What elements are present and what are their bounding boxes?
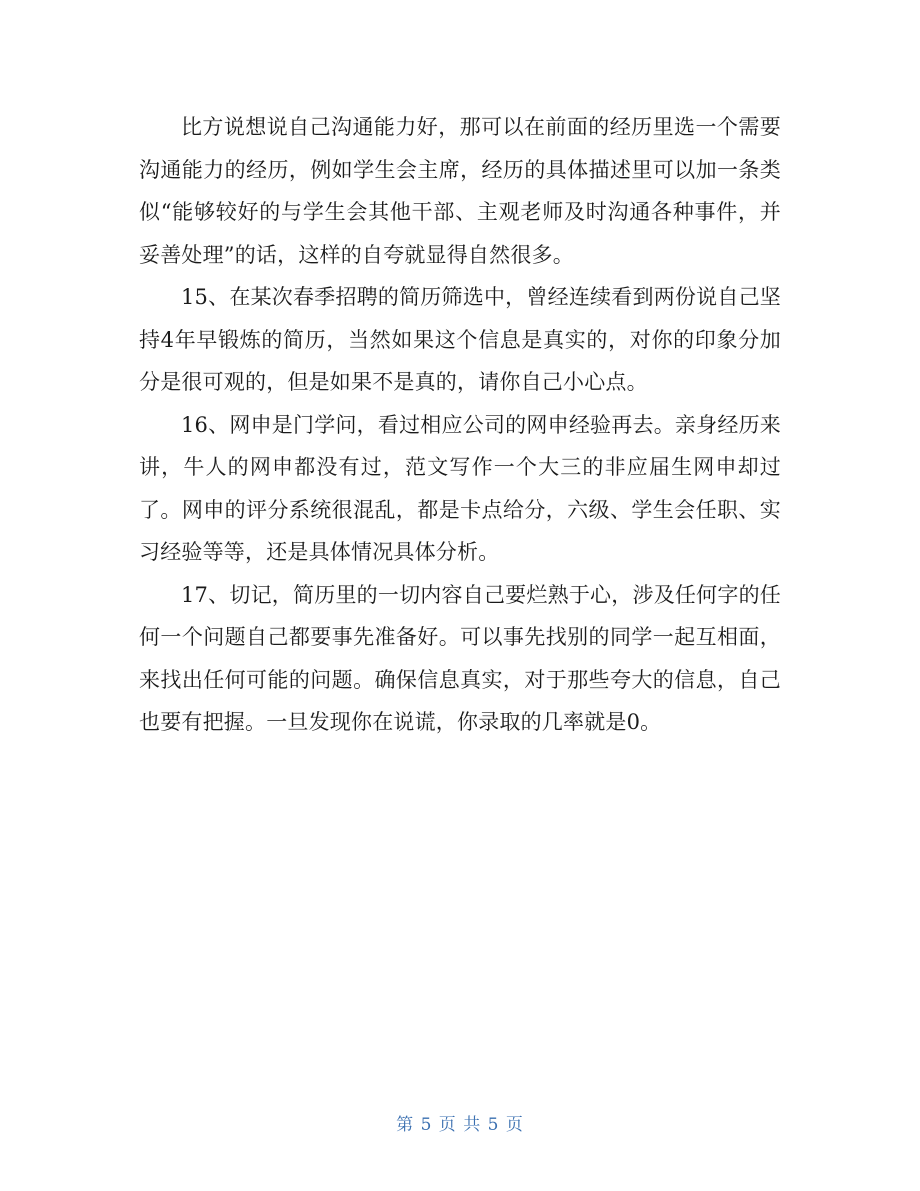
document-body	[139, 106, 781, 744]
page-number-footer: 第 5 页 共 5 页	[396, 1115, 524, 1135]
paragraph-item-16: 16、网申是门学问，看过相应公司的网申经验再去。亲身经历来讲，牛人的网申都没有过，范文写作一个大三的非应届生网申却过了。网申的评分系统很混乱，都是卡点给分，六级、学生会任职、实习经验等等，还是具体情况具体分析。	[139, 412, 781, 564]
paragraph-communication-example: 比方说想说自己沟通能力好，那可以在前面的经历里选一个需要沟通能力的经历，例如学生会主席，经历的具体描述里可以加一条类似“能够较好的与学生会其他干部、主观老师及时沟通各种事件，并妥善处理”的话，这样的自夸就显得自然很多。	[139, 115, 781, 267]
paragraph-item-15: 15、在某次春季招聘的简历筛选中，曾经连续看到两份说自己坚持4年早锻炼的简历，当然如果这个信息是真实的，对你的印象分加分是很可观的，但是如果不是真的，请你自己小心点。	[139, 285, 781, 394]
paragraph-item-17: 17、切记，简历里的一切内容自己要烂熟于心，涉及任何字的任何一个问题自己都要事先准备好。可以事先找别的同学一起互相面，来找出任何可能的问题。确保信息真实，对于那些夸大的信息，自己也要有把握。一旦发现你在说谎，你录取的几率就是0。	[139, 582, 781, 734]
